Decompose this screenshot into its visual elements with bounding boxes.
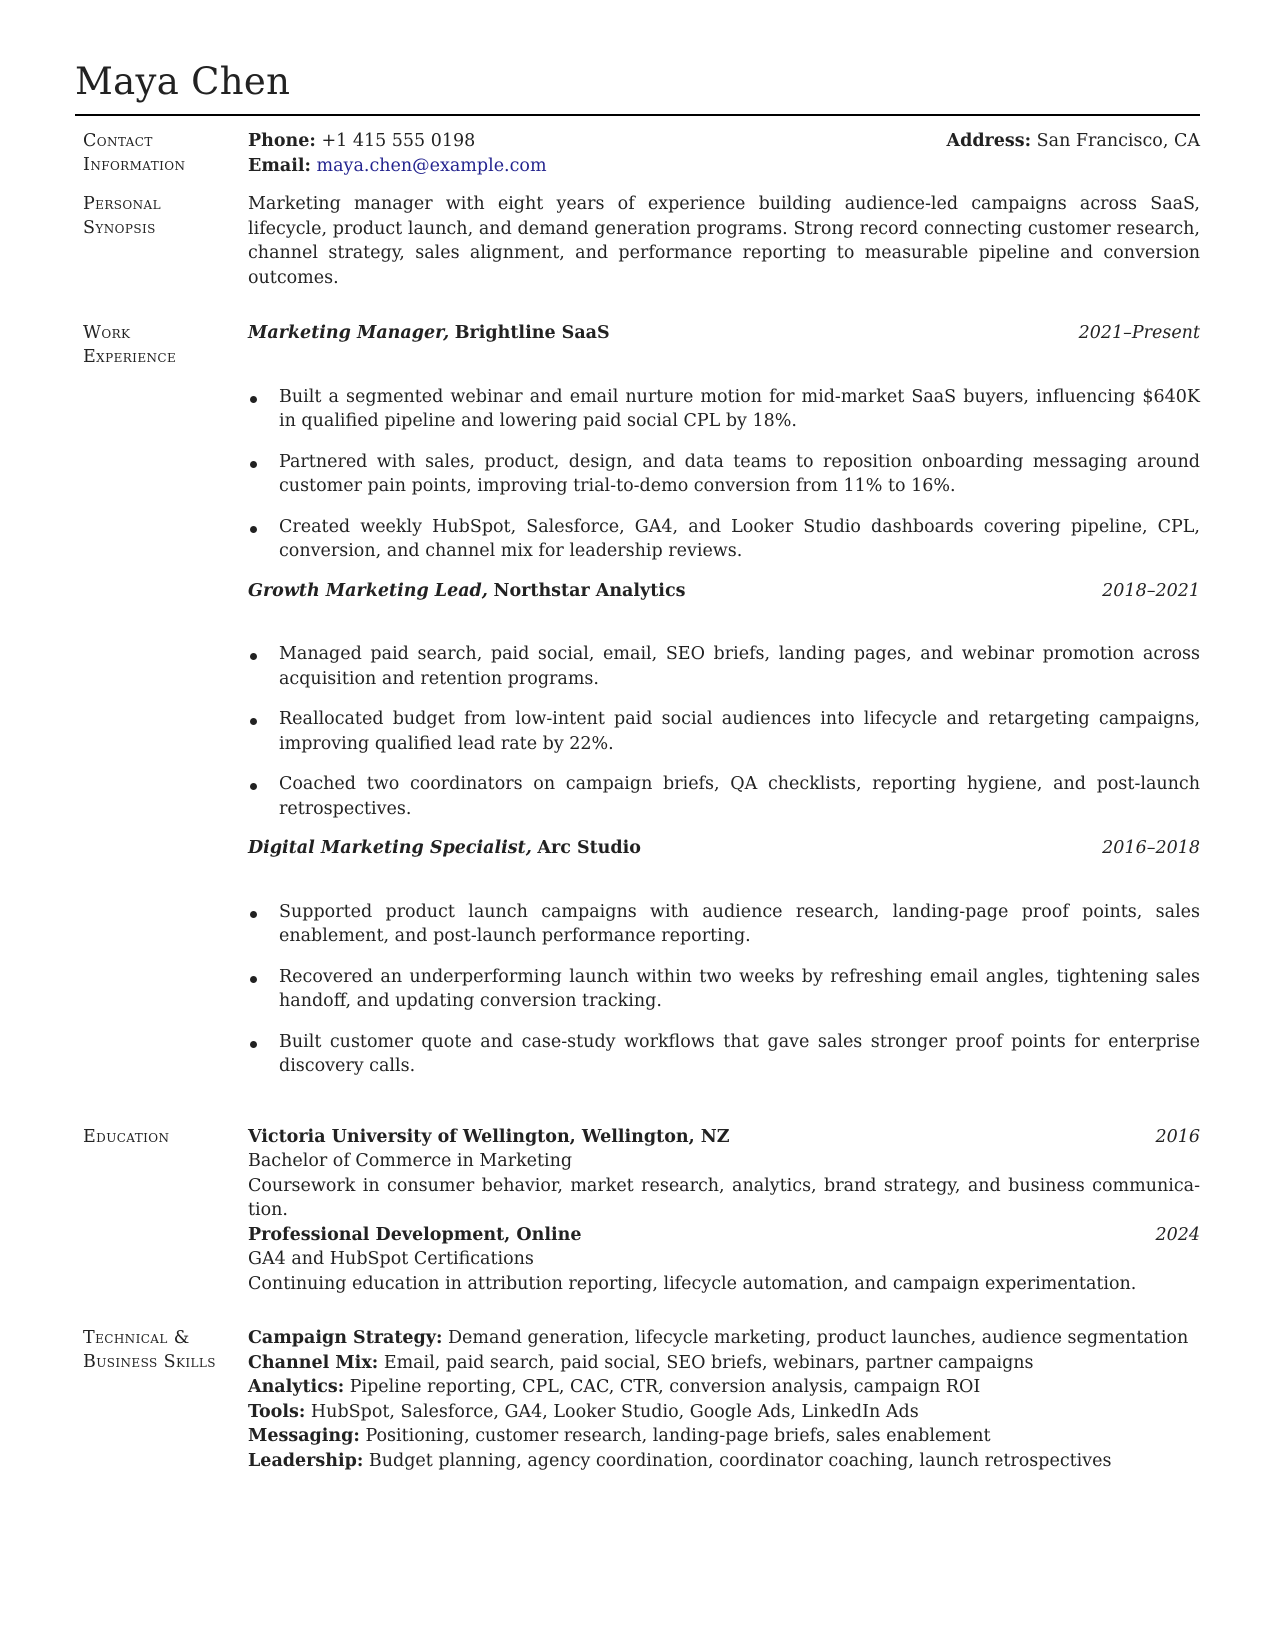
job-bullet-list (248, 900, 1200, 1079)
education-year: 2024 (1155, 1224, 1200, 1245)
job-entry (248, 836, 1200, 1079)
synopsis-label-line2: Synopsis (83, 218, 156, 239)
job-dates: 2018–2021 (1102, 580, 1200, 601)
degree: Bachelor of Commerce in Marketing (248, 1151, 573, 1172)
synopsis-text: Marketing manager with eight years of experience building audience-led campaigns across SaaS, lifecycle, product launch, and demand generation programs. Strong record connecting customer research, channel strategy, sales alignment, and performance reporting to measurable pipeline and conversion outcomes. (248, 194, 1200, 288)
job-bullet: Recovered an underperforming launch within two weeks by refreshing email angles, tightening sales handoff, and updating conversion tracking. (248, 965, 1200, 1014)
skill-value: HubSpot, Salesforce, GA4, Looker Studio, Google Ads, LinkedIn Ads (310, 1401, 919, 1422)
job-bullet: Coached two coordinators on campaign briefs, QA checklists, reporting hygiene, and post-launch retrospectives. (248, 772, 1200, 821)
job-bullet-list (248, 385, 1200, 564)
skill-value: Email, paid search, paid social, SEO briefs, webinars, partner campaigns (383, 1352, 1034, 1373)
contact-label-line2: Information (83, 155, 186, 176)
degree: GA4 and HubSpot Certifications (248, 1249, 534, 1270)
experience-label-line1: Work (83, 323, 131, 344)
school-name: Professional Development, Online (248, 1224, 582, 1245)
skill-row (248, 1326, 1200, 1351)
skill-row (248, 1449, 1200, 1474)
job-bullet: Built customer quote and case-study workflows that gave sales stronger proof points for enterprise discovery calls. (248, 1030, 1200, 1079)
skill-name: Leadership: (248, 1450, 364, 1471)
education-year: 2016 (1155, 1126, 1200, 1147)
skills-label-line2: Business Skills (83, 1352, 216, 1373)
education-label: Education (83, 1126, 170, 1147)
skill-value: Budget planning, agency coordination, coordinator coaching, launch retrospectives (368, 1450, 1112, 1471)
resume-page (75, 60, 1200, 1473)
skill-row (248, 1375, 1200, 1400)
address-value: San Francisco, CA (1036, 131, 1200, 152)
skill-name: Campaign Strategy: (248, 1328, 443, 1349)
education-detail: Continuing education in attribution reporting, lifecycle automation, and campaign experimentation. (248, 1273, 1137, 1294)
skill-name: Messaging: (248, 1426, 360, 1447)
skill-value: Pipeline reporting, CPL, CAC, CTR, conversion analysis, campaign ROI (349, 1377, 981, 1398)
skills-content (248, 1326, 1200, 1473)
job-header (248, 321, 1200, 346)
job-header (248, 836, 1200, 861)
skill-value: Demand generation, lifecycle marketing, product launches, audience segmentation (448, 1328, 1189, 1349)
skill-row (248, 1400, 1200, 1425)
job-bullet-list (248, 642, 1200, 821)
contact-content (248, 129, 1200, 178)
address-label: Address: (946, 131, 1032, 152)
email-entry (248, 154, 1200, 179)
contact-section-label (75, 129, 248, 178)
skill-name: Analytics: (248, 1377, 345, 1398)
education-detail: Coursework in consumer behavior, market research, analytics, brand strategy, and business communica- tion. (248, 1175, 1200, 1221)
job-title: Digital Marketing Specialist, (248, 838, 532, 859)
education-entry (248, 1223, 1200, 1297)
skill-row (248, 1351, 1200, 1376)
synopsis-section (75, 192, 1200, 290)
job-entry (248, 321, 1200, 564)
experience-section (75, 321, 1200, 1079)
phone-value: +1 415 555 0198 (321, 131, 476, 152)
phone-entry (248, 129, 475, 154)
synopsis-label-line1: Personal (83, 194, 161, 215)
job-bullet: Reallocated budget from low-intent paid social audiences into lifecycle and retargeting campaigns, improving qualified lead rate by 22%. (248, 707, 1200, 756)
contact-section (75, 129, 1200, 178)
education-content (248, 1125, 1200, 1297)
job-company: Arc Studio (537, 838, 641, 859)
skill-name: Tools: (248, 1401, 306, 1422)
job-bullet: Supported product launch campaigns with audience research, landing-page proof points, sales enablement, and post-launch performance reporting. (248, 900, 1200, 949)
header-rule (75, 114, 1200, 116)
candidate-name: Maya Chen (75, 60, 291, 103)
education-entry (248, 1125, 1200, 1223)
job-dates: 2021–Present (1078, 323, 1200, 344)
skills-section (75, 1326, 1200, 1473)
job-entry (248, 579, 1200, 822)
experience-section-label (75, 321, 248, 1079)
job-bullet: Partnered with sales, product, design, and data teams to reposition onboarding messaging around customer pain points, improving trial-to-demo conversion from 11% to 16%. (248, 450, 1200, 499)
education-section (75, 1125, 1200, 1297)
phone-label: Phone: (248, 131, 316, 152)
job-bullet: Created weekly HubSpot, Salesforce, GA4, and Looker Studio dashboards covering pipeline, CPL, conversion, and channel mix for leadership reviews. (248, 515, 1200, 564)
job-bullet: Built a segmented webinar and email nurture motion for mid-market SaaS buyers, influencing $640K in qualified pipeline and lowering paid social CPL by 18%. (248, 385, 1200, 434)
contact-row-1 (248, 129, 1200, 154)
contact-label-line1: Contact (83, 131, 153, 152)
email-link[interactable]: maya.chen@example.com (316, 155, 547, 176)
skill-row (248, 1424, 1200, 1449)
skills-section-label (75, 1326, 248, 1473)
job-title: Growth Marketing Lead, (248, 580, 488, 601)
experience-label-line2: Experience (83, 347, 177, 368)
skill-value: Positioning, customer research, landing-page briefs, sales enablement (365, 1426, 991, 1447)
job-company: Northstar Analytics (493, 580, 686, 601)
synopsis-section-label (75, 192, 248, 290)
job-header (248, 579, 1200, 604)
address-entry (947, 129, 1201, 154)
experience-content (248, 321, 1200, 1079)
education-section-label (75, 1125, 248, 1297)
skills-label-line1: Technical & (83, 1328, 190, 1349)
job-title: Marketing Manager, (248, 323, 450, 344)
school-name: Victoria University of Wellington, Wellington, NZ (248, 1126, 730, 1147)
email-label: Email: (248, 155, 311, 176)
job-company: Brightline SaaS (454, 323, 610, 344)
job-dates: 2016–2018 (1102, 838, 1200, 859)
skill-name: Channel Mix: (248, 1352, 379, 1373)
job-bullet: Managed paid search, paid social, email, SEO briefs, landing pages, and webinar promotion across acquisition and retention programs. (248, 642, 1200, 691)
